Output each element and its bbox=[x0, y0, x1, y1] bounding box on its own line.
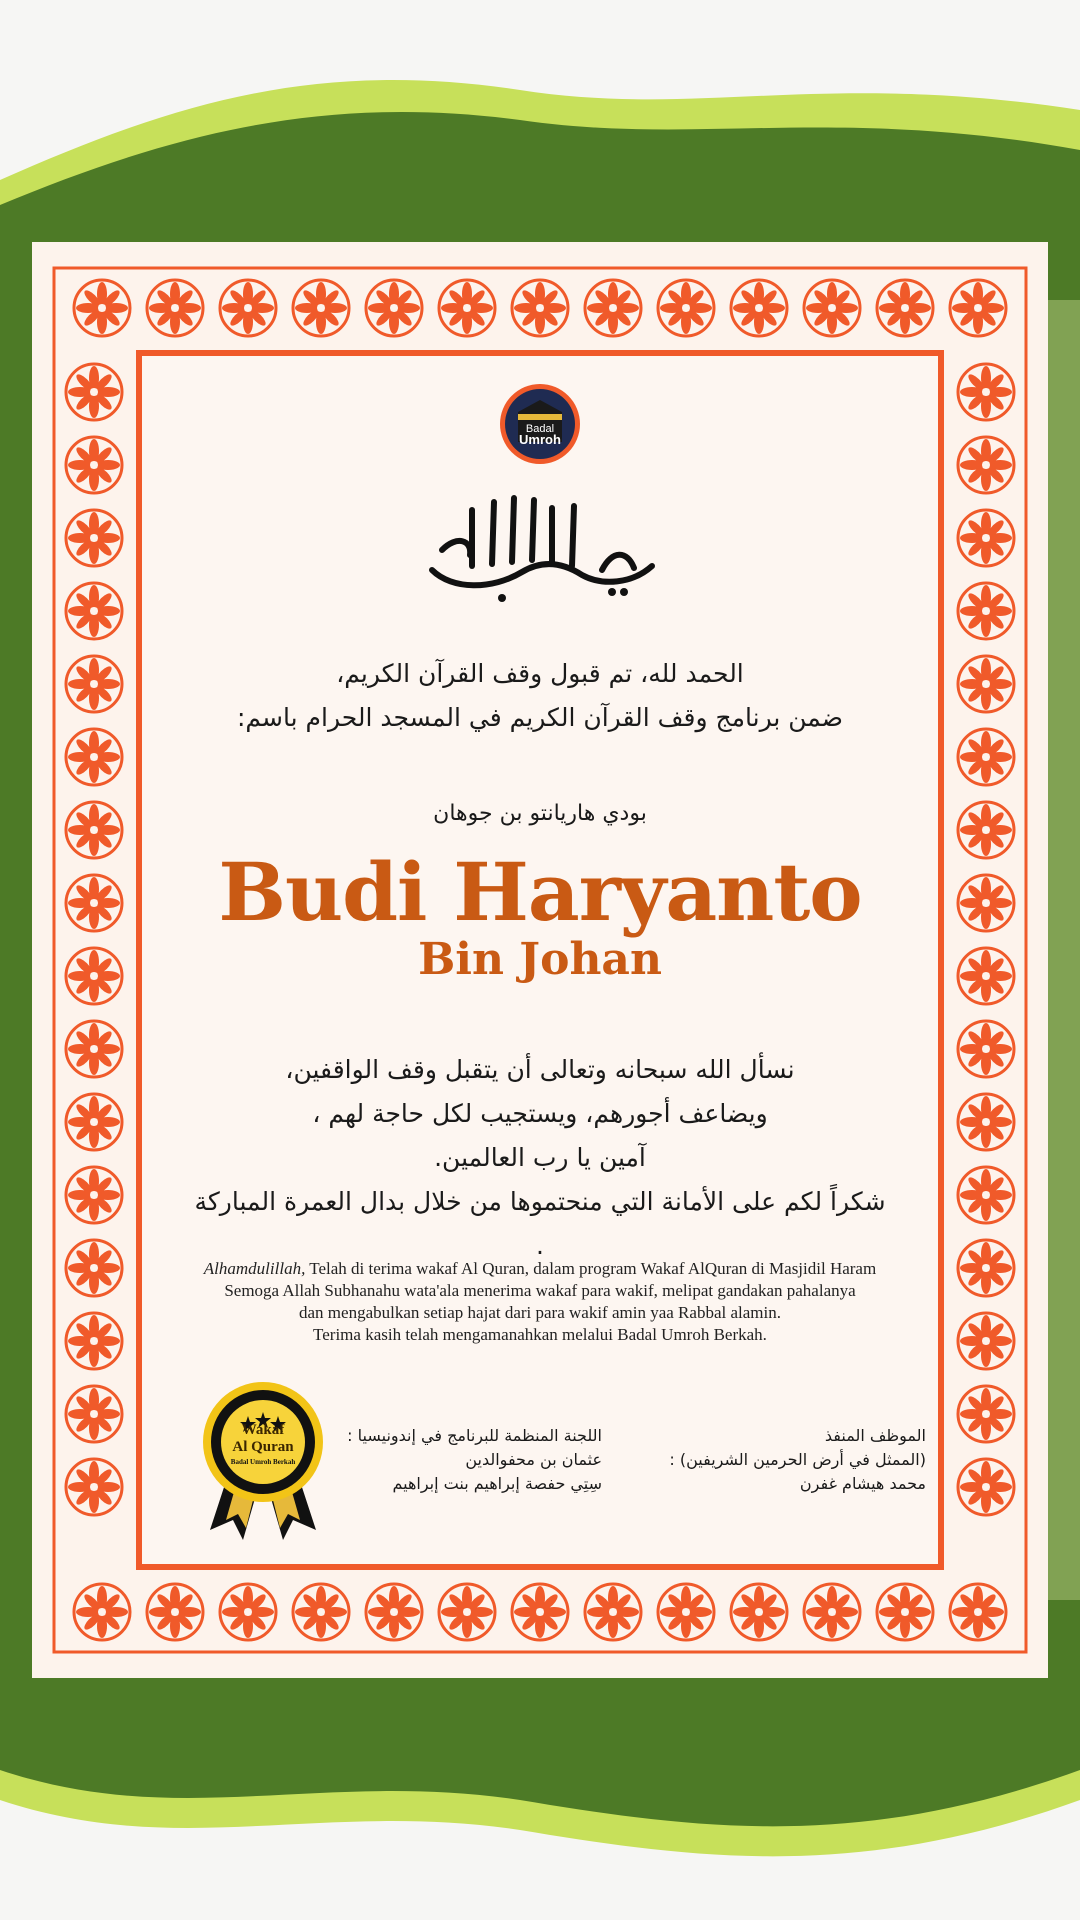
indonesian-line-4: Terima kasih telah mengamanahkan melalui Badal Umroh Berkah. bbox=[313, 1325, 767, 1344]
officer-name: محمد هيشام غفرن bbox=[799, 1474, 926, 1493]
logo-line1: Badal bbox=[525, 423, 555, 435]
prayer-text bbox=[192, 1048, 888, 1268]
intro-text bbox=[192, 652, 888, 740]
committee-signature bbox=[332, 1424, 602, 1496]
basmala-calligraphy bbox=[412, 480, 668, 610]
prayer-line-4: شكراً لكم على الأمانة التي منحتموها من خلال بدال العمرة المباركة . bbox=[194, 1187, 886, 1260]
recipient-arabic-name: بودي هاريانتو بن جوهان bbox=[433, 801, 647, 826]
prayer-line-3: آمين يا رب العالمين. bbox=[434, 1143, 646, 1172]
intro-line-2: ضمن برنامج وقف القرآن الكريم في المسجد الحرام باسم: bbox=[237, 703, 843, 732]
officer-signature bbox=[616, 1424, 926, 1496]
alhamdulillah-lead: Alhamdulillah, bbox=[203, 1259, 306, 1278]
badge-ring-text: Badal Umroh Berkah bbox=[230, 1458, 296, 1466]
committee-name-1: عثمان بن محفوالدين bbox=[465, 1450, 602, 1469]
recipient-name: Budi Haryanto bbox=[218, 845, 862, 939]
badge-line-1: Wakaf bbox=[241, 1422, 285, 1438]
prayer-line-2: ويضاعف أجورهم، ويستجيب لكل حاجة لهم ، bbox=[312, 1099, 768, 1128]
badal-umroh-logo bbox=[498, 382, 582, 466]
indonesian-line-3: dan mengabulkan setiap hajat dari para wakif amin yaa Rabbal alamin. bbox=[299, 1303, 781, 1322]
recipient-subname: Bin Johan bbox=[418, 934, 662, 985]
certificate-paper bbox=[32, 242, 1048, 1678]
logo-line2: Umroh bbox=[519, 432, 561, 447]
prayer-line-1: نسأل الله سبحانه وتعالى أن يتقبل وقف الواقفين، bbox=[285, 1055, 795, 1084]
indonesian-text bbox=[152, 1258, 928, 1346]
committee-title: اللجنة المنظمة للبرنامج في إندونيسيا : bbox=[347, 1426, 602, 1445]
badge-text bbox=[198, 1422, 328, 1467]
intro-line-1: الحمد لله، تم قبول وقف القرآن الكريم، bbox=[336, 659, 744, 688]
indonesian-line-1 bbox=[152, 1258, 928, 1280]
committee-name-2: سِتِي حفصة إبراهيم بنت إبراهيم bbox=[392, 1474, 602, 1493]
officer-title: الموظف المنفذ bbox=[824, 1426, 926, 1445]
badge-line-2: Al Quran bbox=[232, 1439, 294, 1455]
officer-subtitle: (الممثل في أرض الحرمين الشريفين) : bbox=[669, 1450, 926, 1469]
indonesian-line-2: Semoga Allah Subhanahu wata'ala menerima wakaf para wakif, melipat gandakan pahalanya bbox=[224, 1281, 856, 1300]
indonesian-line-1-rest: Telah di terima wakaf Al Quran, dalam program Wakaf AlQuran di Masjidil Haram bbox=[305, 1259, 877, 1278]
